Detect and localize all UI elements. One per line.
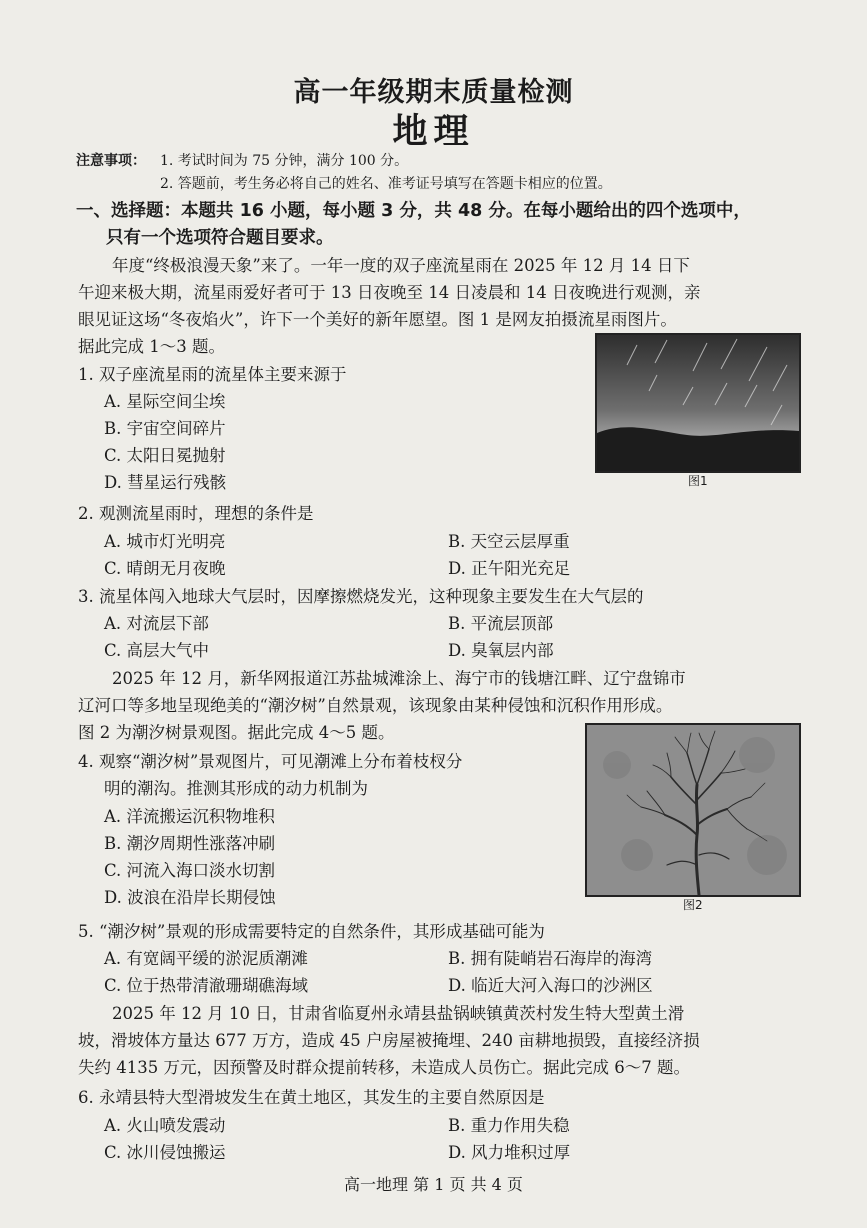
q4-option-d: D. 波浪在沿岸长期侵蚀	[104, 888, 276, 907]
section-1-heading-cont: 只有一个选项符合题目要求。	[106, 228, 334, 248]
q3-option-c: C. 高层大气中	[104, 641, 210, 660]
question-4-stem: 4. 观察“潮汐树”景观图片，可见潮滩上分布着枝杈分	[78, 752, 463, 771]
q3-option-d: D. 臭氧层内部	[448, 641, 554, 660]
q2-option-c: C. 晴朗无月夜晚	[104, 559, 226, 578]
q1-option-b: B. 宇宙空间碎片	[104, 419, 226, 438]
subject-title: 地理	[392, 111, 475, 152]
passage-3-line: 失约 4135 万元，因预警及时群众提前转移，未造成人员伤亡。据此完成 6～7 题。	[78, 1058, 690, 1077]
q6-option-d: D. 风力堆积过厚	[448, 1143, 571, 1162]
figure-1-caption: 图1	[688, 474, 708, 488]
q4-option-c: C. 河流入海口淡水切割	[104, 861, 276, 880]
q2-option-d: D. 正午阳光充足	[448, 559, 571, 578]
q2-option-b: B. 天空云层厚重	[448, 532, 570, 551]
tidal-tree-illustration	[587, 725, 799, 895]
question-5-stem: 5. “潮汐树”景观的形成需要特定的自然条件，其形成基础可能为	[78, 922, 545, 941]
q5-option-b: B. 拥有陡峭岩石海岸的海湾	[448, 949, 653, 968]
tidal-tree-photo	[585, 723, 801, 897]
passage-2-line: 辽河口等多地呈现绝美的“潮汐树”自然景观，该现象由某种侵蚀和沉积作用形成。	[78, 696, 673, 715]
question-6-stem: 6. 永靖县特大型滑坡发生在黄土地区，其发生的主要自然原因是	[78, 1088, 545, 1107]
question-2-stem: 2. 观测流星雨时，理想的条件是	[78, 504, 314, 523]
passage-2-line: 2025 年 12 月，新华网报道江苏盐城滩涂上、海宁市的钱塘江畔、辽宁盘锦市	[112, 669, 686, 688]
passage-3-line: 2025 年 12 月 10 日，甘肃省临夏州永靖县盐锅峡镇黄茨村发生特大型黄土滑	[112, 1004, 685, 1023]
note-item-2: 2. 答题前，考生务必将自己的姓名、准考证号填写在答题卡相应的位置。	[160, 176, 612, 192]
passage-1-line: 午迎来极大期，流星雨爱好者可于 13 日夜晚至 14 日凌晨和 14 日夜晚进行观测，亲	[78, 283, 701, 302]
notes-label: 注意事项：	[76, 153, 146, 169]
passage-1-line: 眼见证这场“冬夜焰火”，许下一个美好的新年愿望。图 1 是网友拍摄流星雨图片。	[78, 310, 677, 329]
q3-option-a: A. 对流层下部	[104, 614, 209, 633]
figure-2-caption: 图2	[683, 898, 703, 912]
question-4-stem-cont: 明的潮沟。推测其形成的动力机制为	[104, 779, 368, 798]
passage-2-line: 图 2 为潮汐树景观图。据此完成 4～5 题。	[78, 723, 395, 742]
q1-option-d: D. 彗星运行残骸	[104, 473, 227, 492]
q1-option-a: A. 星际空间尘埃	[104, 392, 226, 411]
question-3-stem: 3. 流星体闯入地球大气层时，因摩擦燃烧发光，这种现象主要发生在大气层的	[78, 587, 644, 606]
passage-3-line: 坡，滑坡体方量达 677 万方，造成 45 户房屋被掩埋、240 亩耕地损毁，直接经济损	[78, 1031, 700, 1050]
q4-option-b: B. 潮汐周期性涨落冲刷	[104, 834, 276, 853]
q3-option-b: B. 平流层顶部	[448, 614, 554, 633]
q4-option-a: A. 洋流搬运沉积物堆积	[104, 807, 275, 826]
page-footer: 高一地理 第 1 页 共 4 页	[344, 1175, 523, 1194]
note-item-1: 1. 考试时间为 75 分钟，满分 100 分。	[160, 153, 409, 169]
section-1-heading: 一、选择题：本题共 16 小题，每小题 3 分，共 48 分。在每小题给出的四个选项中，	[76, 201, 751, 221]
meteor-shower-illustration	[597, 335, 799, 471]
q2-option-a: A. 城市灯光明亮	[104, 532, 226, 551]
passage-1-line: 据此完成 1～3 题。	[78, 337, 225, 356]
q5-option-a: A. 有宽阔平缓的淤泥质潮滩	[104, 949, 308, 968]
q6-option-a: A. 火山喷发震动	[104, 1116, 226, 1135]
meteor-shower-photo	[595, 333, 801, 473]
q5-option-c: C. 位于热带清澈珊瑚礁海域	[104, 976, 309, 995]
question-1-stem: 1. 双子座流星雨的流星体主要来源于	[78, 365, 347, 384]
q1-option-c: C. 太阳日冕抛射	[104, 446, 226, 465]
q6-option-b: B. 重力作用失稳	[448, 1116, 570, 1135]
q6-option-c: C. 冰川侵蚀搬运	[104, 1143, 226, 1162]
passage-1-line: 年度“终极浪漫天象”来了。一年一度的双子座流星雨在 2025 年 12 月 14 日下	[112, 256, 690, 275]
q5-option-d: D. 临近大河入海口的沙洲区	[448, 976, 653, 995]
exam-title: 高一年级期末质量检测	[293, 77, 574, 108]
